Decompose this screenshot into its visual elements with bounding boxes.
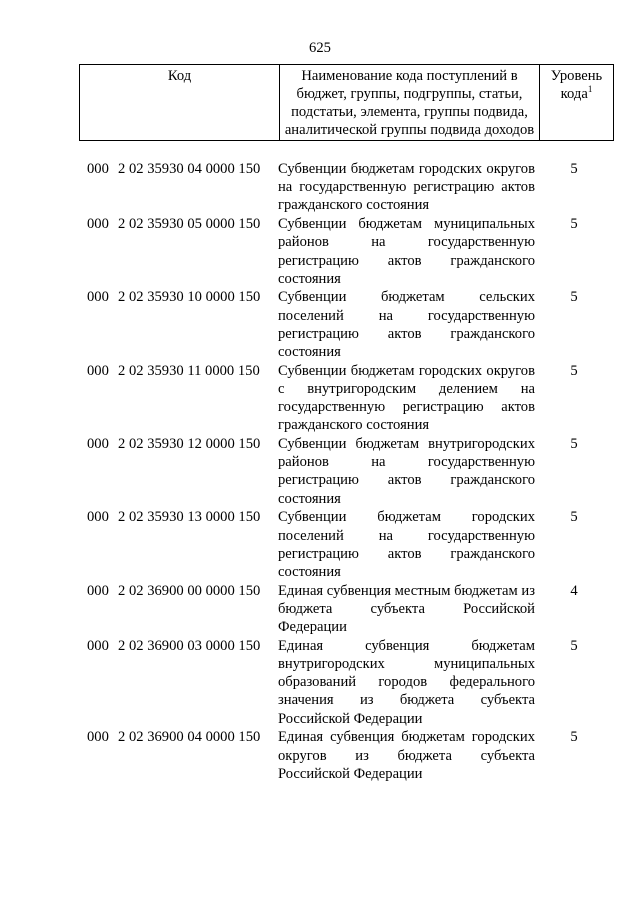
row-code: 2 02 35930 13 0000 150 (118, 509, 261, 526)
row-name: Субвенции бюджетам городских округов с внутригородским делением на государственную регистрацию актов гражданского состояния (278, 362, 535, 434)
row-code: 2 02 35930 05 0000 150 (118, 216, 261, 233)
row-prefix: 000 (87, 362, 109, 379)
page-number: 625 (309, 40, 331, 56)
header-level-text: Уровень кода (550, 68, 603, 102)
table-row (79, 288, 613, 361)
row-name: Субвенции бюджетам сельских поселений на государственную регистрацию актов гражданского состояния (278, 289, 535, 361)
row-prefix: 000 (87, 216, 109, 233)
footnote-marker: 1 (587, 84, 593, 94)
row-code: 2 02 35930 04 0000 150 (118, 161, 261, 177)
row-prefix: 000 (87, 509, 109, 526)
row-name: Субвенции бюджетам внутригородских районов на государственную регистрацию актов гражданского состояния (278, 436, 535, 507)
row-name: Единая субвенция бюджетам внутригородских муниципальных образований городов федерального значения из бюджета субъекта Российской Федерации (278, 637, 535, 727)
row-name: Единая субвенция бюджетам городских округов из бюджета субъекта Российской Федерации (278, 729, 535, 782)
row-level: 4 (570, 582, 578, 599)
row-name: Субвенции бюджетам городских округов на государственную регистрацию актов гражданского состояния (278, 161, 535, 214)
row-code: 2 02 36900 00 0000 150 (118, 582, 261, 599)
row-prefix: 000 (87, 582, 109, 599)
row-level: 5 (570, 729, 578, 746)
row-prefix: 000 (87, 729, 109, 746)
table-header (79, 64, 614, 141)
row-name: Единая субвенция местным бюджетам из бюджета субъекта Российской Федерации (278, 582, 535, 636)
table-row (79, 362, 613, 435)
row-level: 5 (570, 436, 578, 453)
row-level: 5 (570, 161, 578, 177)
row-level: 5 (570, 362, 578, 379)
row-code: 2 02 36900 04 0000 150 (118, 729, 261, 746)
header-level (540, 65, 614, 141)
row-code: 2 02 35930 12 0000 150 (118, 436, 261, 453)
row-prefix: 000 (87, 289, 109, 306)
row-code: 2 02 36900 03 0000 150 (118, 637, 261, 654)
row-level: 5 (570, 509, 578, 526)
row-prefix: 000 (87, 637, 109, 654)
table-row (79, 435, 613, 508)
header-name: Наименование кода поступлений в бюджет, группы, подгруппы, статьи, подстатьи, элемента, группы подвида, аналитической группы подвида доходов (280, 65, 540, 141)
row-name: Субвенции бюджетам городских поселений на государственную регистрацию актов гражданского состояния (278, 509, 535, 580)
row-code: 2 02 35930 11 0000 150 (118, 362, 260, 379)
row-level: 5 (570, 637, 578, 654)
row-level: 5 (570, 216, 578, 233)
row-prefix: 000 (87, 161, 109, 177)
table-body (79, 160, 613, 783)
table-row (79, 728, 613, 783)
table-row (79, 582, 613, 637)
row-prefix: 000 (87, 436, 109, 453)
table-row (79, 160, 613, 215)
table-row (79, 508, 613, 581)
table-row (79, 637, 613, 728)
header-code: Код (80, 65, 280, 141)
row-name: Субвенции бюджетам муниципальных районов на государственную регистрацию актов гражданского состояния (278, 216, 535, 287)
row-level: 5 (570, 289, 578, 306)
table-row (79, 215, 613, 288)
row-code: 2 02 35930 10 0000 150 (118, 289, 261, 306)
